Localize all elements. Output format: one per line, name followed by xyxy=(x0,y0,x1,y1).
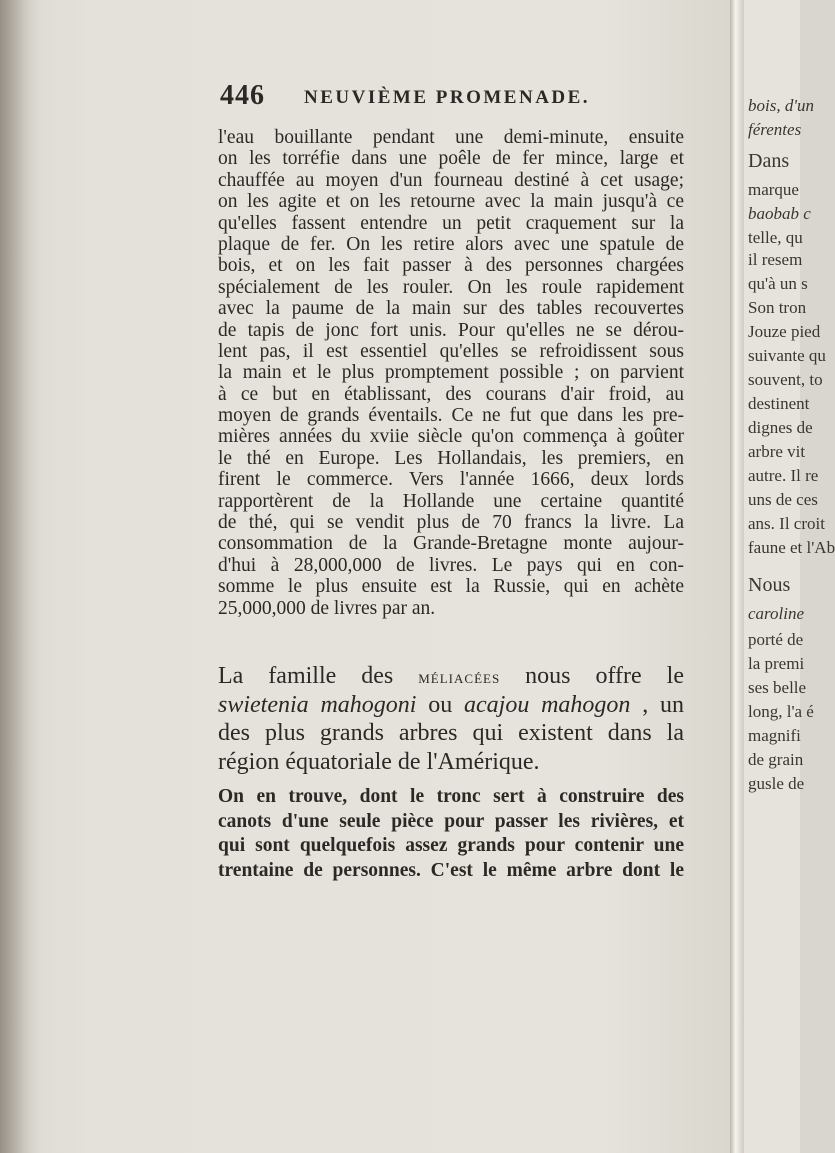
facing-text-fragment: Jouze pied xyxy=(748,322,821,341)
text-line: le thé en Europe. Les Hollandais, les premiers, en xyxy=(218,447,684,469)
text-run: , un xyxy=(630,691,684,718)
running-head xyxy=(220,80,680,120)
facing-text-fragment: bois, d'un xyxy=(748,96,814,115)
facing-text-fragment: faune et l'Ab xyxy=(748,538,835,557)
running-title: NEUVIÈME PROMENADE. xyxy=(304,87,591,108)
family-name: méliacées xyxy=(418,667,501,688)
facing-text-fragment: arbre vit xyxy=(748,442,806,461)
facing-text-fragment: férentes xyxy=(748,120,802,139)
text-line xyxy=(218,662,684,691)
facing-text-fragment: telle, qu xyxy=(748,228,803,247)
text-line: rapportèrent de la Hollande une certaine quantité xyxy=(218,490,684,512)
text-line: firent le commerce. Vers l'année 1666, deux lords xyxy=(218,469,684,491)
facing-text-fragment: autre. Il re xyxy=(748,466,819,485)
text-line: d'hui à 28,000,000 de livres. Le pays qui en con- xyxy=(218,554,684,576)
text-line: avec la paume de la main sur des tables recouvertes xyxy=(218,298,684,320)
paragraph-mahogany xyxy=(218,785,684,883)
facing-text-fragment: Nous xyxy=(748,574,791,596)
binding-shadow xyxy=(0,0,40,1153)
text-line: on les agite et on les retourne avec la main jusqu'à ce xyxy=(218,191,684,213)
facing-text-fragment: ans. Il croit xyxy=(748,514,825,533)
facing-text-fragment: caroline xyxy=(748,604,805,623)
facing-text-fragment: uns de ces xyxy=(748,490,818,509)
text-line: de thé, qui se vendit plus de 70 francs la livre. La xyxy=(218,512,684,534)
text-line: région équatoriale de l'Amérique. xyxy=(218,748,540,775)
text-line: canots d'une seule pièce pour passer les rivières, et xyxy=(218,810,684,832)
facing-text-fragment: souvent, to xyxy=(748,370,823,389)
facing-text-fragment: la premi xyxy=(748,654,805,673)
text-line: On en trouve, dont le tronc sert à construire des xyxy=(218,786,684,807)
facing-text-fragment: baobab c xyxy=(748,204,811,223)
facing-text-fragment: marque xyxy=(748,180,799,199)
facing-page-edge xyxy=(744,0,835,1153)
text-line: on les torréfie dans une poêle de fer mince, large et xyxy=(218,148,684,170)
text-line: la main et le plus promptement possible ; on parvient xyxy=(218,362,684,384)
page-body xyxy=(218,127,684,881)
facing-text-fragment: dignes de xyxy=(748,418,813,437)
text-run: La famille des xyxy=(218,663,419,689)
text-line: moyen de grands éventails. Ce ne fut que dans les pre- xyxy=(218,405,684,427)
species-name: swietenia mahogoni xyxy=(218,691,417,718)
text-line: de tapis de jonc fort unis. Pour qu'elles ne se dérou- xyxy=(218,319,684,341)
facing-text-fragment: Dans xyxy=(748,150,790,172)
text-line: mières années du xviie siècle qu'on commença à goûter xyxy=(218,426,684,448)
facing-text-fragment: destinent xyxy=(748,394,810,413)
facing-text-fragment: long, l'a é xyxy=(748,702,814,721)
facing-text-fragment: porté de xyxy=(748,630,804,649)
common-name: acajou mahogon xyxy=(464,691,631,718)
text-run: nous offre le xyxy=(500,663,684,689)
text-line: somme le plus ensuite est la Russie, qui en achète xyxy=(218,576,684,598)
text-line: spécialement de les rouler. On les roule rapidement xyxy=(218,276,684,298)
facing-text-fragment: il resem xyxy=(748,250,803,269)
facing-text-fragment: ses belle xyxy=(748,678,807,697)
text-run: ou xyxy=(416,691,464,718)
facing-text-fragment: magnifi xyxy=(748,726,801,745)
text-line: à ce but en établissant, des courans d'air froid, au xyxy=(218,383,684,405)
paragraph-tea xyxy=(218,127,684,619)
text-line: lent pas, il est essentiel qu'elles se refroidissent sous xyxy=(218,340,684,362)
page-number: 446 xyxy=(220,80,265,111)
facing-text-fragment: qu'à un s xyxy=(748,274,808,293)
text-line: des plus grands arbres qui existent dans la xyxy=(218,720,684,746)
text-line: bois, et on les fait passer à des personnes chargées xyxy=(218,255,684,277)
text-line: chauffée au moyen d'un fourneau destiné à cet usage; xyxy=(218,169,684,191)
text-line: trentaine de personnes. C'est le même arbre dont le xyxy=(218,859,684,881)
facing-text-fragment: Son tron xyxy=(748,298,807,317)
text-line: qui sont quelquefois assez grands pour contenir une xyxy=(218,835,684,856)
facing-text-fragment: suivante qu xyxy=(748,346,826,365)
text-line: qu'elles fassent entendre un petit craquement sur la xyxy=(218,212,684,234)
facing-text-fragment: gusle de xyxy=(748,774,805,793)
text-line: consommation de la Grande-Bretagne monte aujour- xyxy=(218,533,684,555)
text-line: l'eau bouillante pendant une demi-minute, ensuite xyxy=(218,127,684,148)
page-gutter xyxy=(730,0,744,1153)
text-line xyxy=(218,691,684,720)
text-line: plaque de fer. On les retire alors avec une spatule de xyxy=(218,233,684,255)
text-line: 25,000,000 de livres par an. xyxy=(218,597,436,619)
paragraph-meliaceae xyxy=(218,662,684,776)
facing-text-fragment: de grain xyxy=(748,750,804,769)
